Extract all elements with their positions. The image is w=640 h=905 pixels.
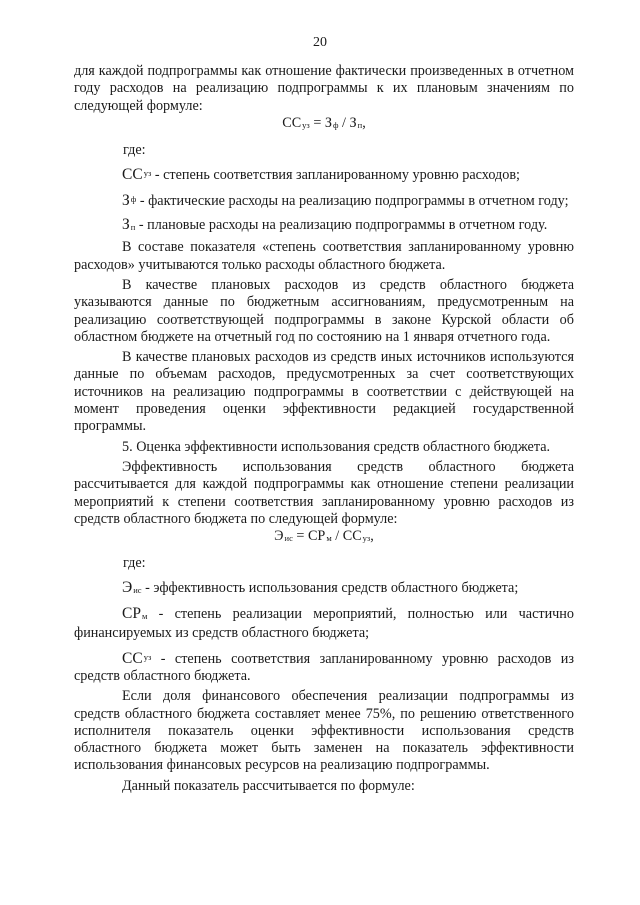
definition-srm-symbol: СР [122,605,141,623]
formula-eis-div: / СС [331,528,362,545]
formula-eis-m-sub: м [326,533,332,544]
definition-srm [74,605,574,643]
definition-zf-symbol: З [122,191,130,209]
page-content [74,63,574,795]
definition-zp [74,216,574,236]
definition-zf-text: - фактические расходы на реализацию подпрограммы в отчетном году; [136,192,569,209]
formula-eis [74,528,574,547]
definition-srm-symbol-sub: м [141,611,148,622]
definition-cc-text: - степень соответствия запланированному уровню расходов; [151,167,520,184]
formula-cc-eq: = З [309,114,332,131]
where-label-1: где: [123,142,146,159]
definition-eis-symbol-sub: ис [133,584,142,595]
definition-ccuz-text: - степень соответствия запланированному уровню расходов из средств областного бюджета. [74,650,574,684]
definition-eis-text: - эффективность использования средств областного бюджета; [141,579,519,596]
formula-eis-lhs-sub: ис [284,533,293,544]
formula-eis-uz-sub: уз [362,533,371,544]
paragraph-planned-other: В качестве плановых расходов из средств иных источников используются данные по объемам расходов, предусмотренных за счет соответствующих источников на реализацию подпрограммы в соответствии с действующей на момент проведения оценки эффективности редакцией государственной программы. [74,349,574,435]
formula-cc-div: / З [338,114,357,131]
definition-ccuz-symbol-sub: уз [143,651,152,662]
formula-cc [74,115,574,134]
definition-zf-symbol-sub: ф [130,193,137,204]
formula-cc-lhs: СС [282,114,302,131]
formula-cc-f-sub: ф [332,119,339,130]
paragraph-formula-intro: Данный показатель рассчитывается по формуле: [122,777,415,794]
definition-srm-text: - степень реализации мероприятий, полностью или частично финансируемых из средств областного бюджета; [74,606,574,642]
intro-paragraph: для каждой подпрограммы как отношение фактически произведенных в отчетном году расходов на реализацию подпрограммы к их плановым значениям по следующей формуле: [74,63,574,114]
definition-eis-symbol: Э [122,578,133,596]
definition-zp-symbol: З [122,216,130,234]
paragraph-efficiency: Эффективность использования средств областного бюджета рассчитывается для каждой подпрограммы как отношение степени реализации мероприятий к степени соответствия запланированному уровню расходов из средств областного бюджета по следующей формуле: [74,458,574,527]
formula-eis-end: , [370,528,374,545]
where-label-2: где: [123,555,146,572]
paragraph-budget-expenses: В составе показателя «степень соответствия запланированному уровню расходов» учитываются только расходы областного бюджета. [74,239,574,273]
formula-cc-lhs-sub: уз [302,119,310,130]
definition-ccuz-symbol: СС [122,649,143,667]
formula-cc-end: , [362,114,366,131]
paragraph-share-75: Если доля финансового обеспечения реализации подпрограммы из средств областного бюджета составляет менее 75%, по решению ответственного исполнителя показатель оценки эффективности использования средств областного бюджета может быть заменен на показатель эффективности использования финансовых ресурсов на реализацию подпрограммы. [74,688,574,774]
definition-cc [74,165,574,184]
page-number: 20 [313,35,327,50]
definition-zp-symbol-sub: п [130,222,136,233]
formula-eis-lhs: Э [274,528,284,545]
formula-eis-eq: = СР [292,528,326,545]
formula-cc-p-sub: п [357,119,363,130]
definition-zf [74,191,574,210]
definition-eis [74,579,574,599]
definition-ccuz [74,649,574,686]
section-5-heading: 5. Оценка эффективности использования средств областного бюджета. [122,438,551,455]
definition-cc-symbol: СС [122,166,143,184]
definition-zp-text: - плановые расходы на реализацию подпрограммы в отчетном году. [135,217,548,234]
paragraph-planned-regional: В качестве плановых расходов из средств областного бюджета указываются данные по бюджетным ассигнованиям, предусмотренным на реализацию соответствующей подпрограммы в законе Курской области об областном бюджете на отчетный год по состоянию на 1 января отчетного года. [74,276,574,345]
definition-cc-symbol-sub: уз [143,168,152,179]
